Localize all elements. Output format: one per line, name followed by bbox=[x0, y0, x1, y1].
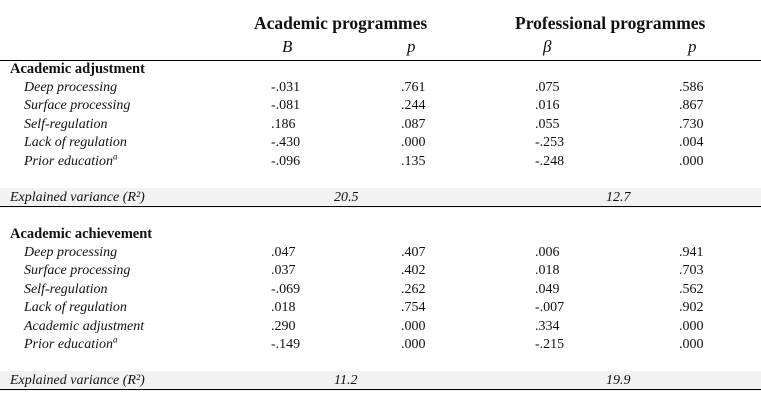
cell-value: -.430 bbox=[271, 135, 301, 151]
cell-value: .018 bbox=[271, 300, 296, 316]
header-academic-programmes: Academic programmes bbox=[254, 13, 428, 33]
table-row bbox=[0, 98, 761, 116]
cell-value: .037 bbox=[271, 263, 296, 279]
col-header-p-professional: p bbox=[688, 37, 697, 56]
header-professional-programmes: Professional programmes bbox=[515, 13, 706, 33]
cell-value: .000 bbox=[401, 318, 426, 334]
cell-value: -.096 bbox=[271, 153, 301, 169]
row-label: Lack of regulation bbox=[24, 300, 127, 316]
cell-value: .047 bbox=[271, 245, 296, 260]
cell-value: -.253 bbox=[535, 135, 565, 151]
cell-value: .761 bbox=[401, 80, 426, 95]
cell-value: .186 bbox=[271, 116, 296, 132]
cell-value: .262 bbox=[401, 281, 426, 297]
cell-value: .586 bbox=[679, 80, 704, 95]
cell-value: .730 bbox=[679, 116, 704, 132]
cell-value: .402 bbox=[401, 263, 426, 279]
section-rule bbox=[0, 206, 761, 207]
row-label: Self-regulation bbox=[24, 281, 108, 297]
cell-value: -.215 bbox=[535, 337, 565, 352]
table-row bbox=[0, 282, 761, 300]
cell-value: -.248 bbox=[535, 153, 565, 169]
explained-variance-row bbox=[0, 188, 761, 208]
cell-value: .000 bbox=[679, 153, 704, 169]
table-row bbox=[0, 117, 761, 135]
cell-value: .703 bbox=[679, 263, 704, 279]
col-header-b: B bbox=[282, 37, 293, 56]
cell-value: .006 bbox=[535, 245, 560, 260]
cell-value: -.069 bbox=[271, 281, 301, 297]
row-label: Deep processing bbox=[24, 80, 118, 95]
cell-value: -.081 bbox=[271, 98, 301, 114]
table-row bbox=[0, 150, 761, 172]
cell-value: .000 bbox=[679, 337, 704, 352]
explained-variance-label: Explained variance (R²) bbox=[10, 373, 145, 388]
section-title: Academic adjustment bbox=[10, 61, 145, 77]
cell-value: .004 bbox=[679, 135, 704, 151]
cell-value: .018 bbox=[535, 263, 560, 279]
row-label: Surface processing bbox=[24, 98, 131, 114]
col-header-p-academic: p bbox=[407, 37, 416, 56]
row-label: Lack of regulation bbox=[24, 135, 127, 151]
row-label: Prior education$^a$ bbox=[24, 150, 118, 169]
cell-value: .000 bbox=[401, 135, 426, 151]
table-row bbox=[0, 300, 761, 318]
row-label: Surface processing bbox=[24, 263, 131, 279]
cell-value: -.149 bbox=[271, 337, 301, 352]
cell-value: .000 bbox=[679, 318, 704, 334]
cell-value: .290 bbox=[271, 318, 296, 334]
row-label: Deep processing bbox=[24, 245, 118, 260]
explained-variance-professional: 19.9 bbox=[606, 373, 631, 388]
table-row bbox=[0, 263, 761, 281]
row-label: Academic adjustment bbox=[24, 318, 145, 334]
row-label: Prior education$^a$ bbox=[24, 334, 118, 352]
row-label: Self-regulation bbox=[24, 116, 108, 132]
explained-variance-row bbox=[0, 371, 761, 391]
cell-value: -.031 bbox=[271, 80, 301, 95]
cell-value: .562 bbox=[679, 281, 704, 297]
explained-variance-academic: 11.2 bbox=[334, 373, 358, 388]
cell-value: .334 bbox=[535, 318, 560, 334]
cell-value: .087 bbox=[401, 116, 426, 132]
explained-variance-academic: 20.5 bbox=[334, 190, 359, 205]
cell-value: .000 bbox=[401, 337, 426, 352]
cell-value: .867 bbox=[679, 98, 704, 114]
cell-value: .055 bbox=[535, 116, 560, 132]
table-row bbox=[0, 80, 761, 98]
cell-value: .941 bbox=[679, 245, 704, 260]
table-row bbox=[0, 245, 761, 263]
cell-value: .016 bbox=[535, 98, 560, 114]
section-rule bbox=[0, 389, 761, 390]
cell-value: .049 bbox=[535, 281, 560, 297]
col-header-beta: β bbox=[543, 37, 552, 56]
footnote-marker: a bbox=[113, 150, 118, 161]
cell-value: .902 bbox=[679, 300, 704, 316]
cell-value: .135 bbox=[401, 153, 426, 169]
cell-value: .407 bbox=[401, 245, 426, 260]
cell-value: .075 bbox=[535, 80, 560, 95]
cell-value: -.007 bbox=[535, 300, 565, 316]
cell-value: .244 bbox=[401, 98, 426, 114]
table-row bbox=[0, 334, 761, 355]
cell-value: .754 bbox=[401, 300, 426, 316]
explained-variance-professional: 12.7 bbox=[606, 190, 631, 205]
section-title: Academic achievement bbox=[10, 226, 153, 242]
explained-variance-label: Explained variance (R²) bbox=[10, 190, 145, 205]
footnote-marker: a bbox=[113, 334, 118, 345]
